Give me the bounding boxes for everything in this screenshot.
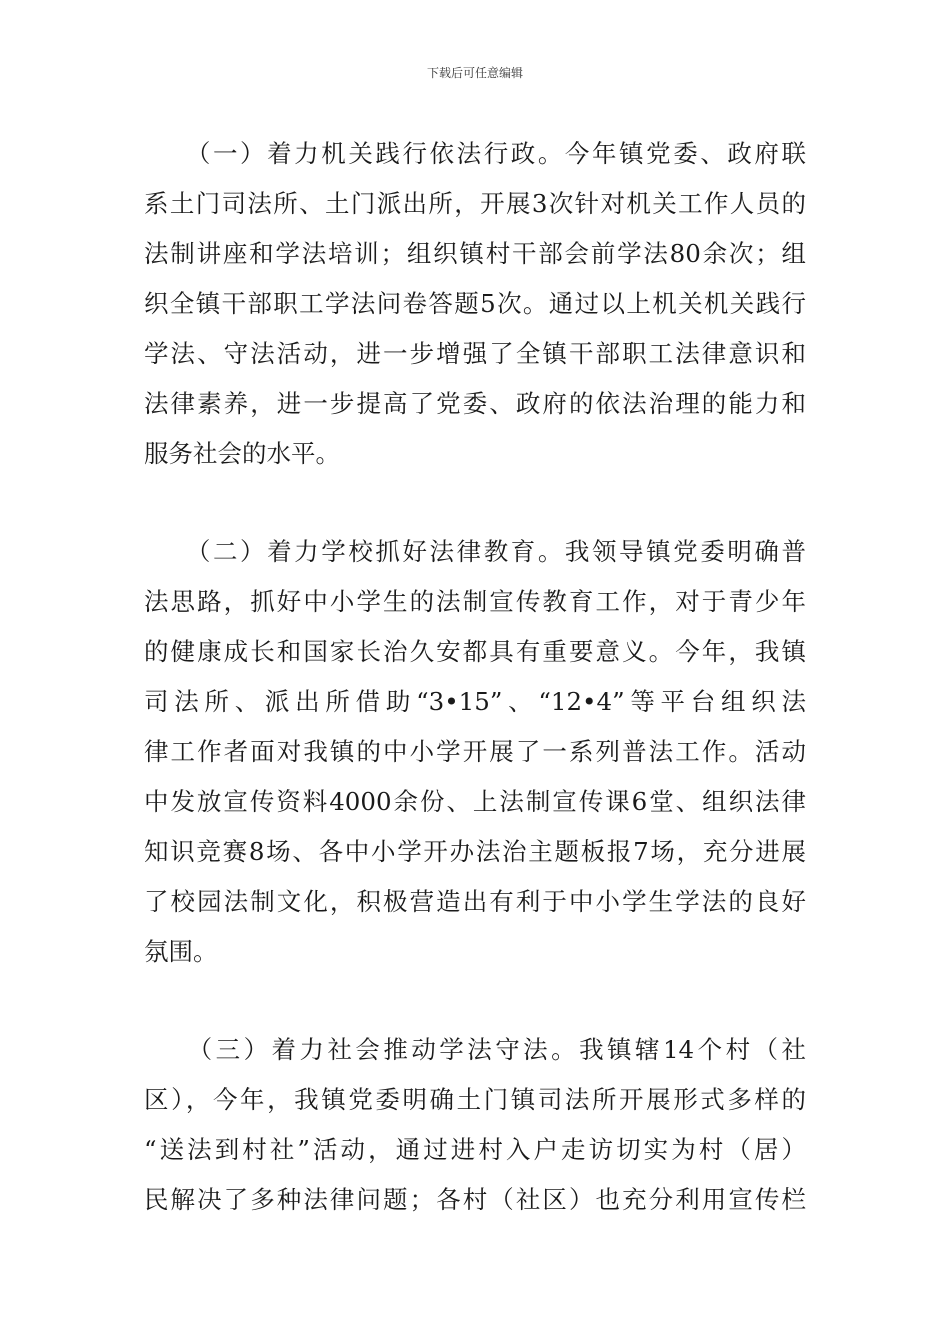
paragraph-line: 服务社会的水平。 bbox=[144, 439, 340, 468]
paragraph-line: 民解决了多种法律问题；各村（社区）也充分利用宣传栏 bbox=[144, 1185, 806, 1214]
paragraph-line: 中发放宣传资料4000余份、上法制宣传课6堂、组织法律 bbox=[144, 787, 806, 816]
paragraph-line: 司法所、派出所借助“3•15”、“12•4”等平台组织法 bbox=[144, 687, 806, 716]
paragraph-line: 系土门司法所、土门派出所，开展3次针对机关工作人员的 bbox=[144, 189, 806, 218]
paragraph-line: （二）着力学校抓好法律教育。我领导镇党委明确普 bbox=[144, 537, 806, 566]
paragraph-line: 的健康成长和国家长治久安都具有重要意义。今年，我镇 bbox=[144, 637, 806, 666]
paragraph-line: 织全镇干部职工学法问卷答题5次。通过以上机关机关践行 bbox=[144, 289, 806, 318]
paragraph-line: （三）着力社会推动学法守法。我镇辖14个村（社 bbox=[144, 1035, 806, 1064]
paragraph-line: 法律素养，进一步提高了党委、政府的依法治理的能力和 bbox=[144, 389, 806, 418]
paragraph-line: 氛围。 bbox=[144, 937, 218, 966]
paragraph-line: （一）着力机关践行依法行政。今年镇党委、政府联 bbox=[144, 139, 806, 168]
paragraph-line: 区），今年，我镇党委明确土门镇司法所开展形式多样的 bbox=[144, 1085, 806, 1114]
paragraph-line: 知识竞赛8场、各中小学开办法治主题板报7场，充分进展 bbox=[144, 837, 806, 866]
paragraph-line: 法制讲座和学法培训；组织镇村干部会前学法80余次；组 bbox=[144, 239, 806, 268]
paragraph-line: 法思路，抓好中小学生的法制宣传教育工作，对于青少年 bbox=[144, 587, 806, 616]
paragraph-line: 律工作者面对我镇的中小学开展了一系列普法工作。活动 bbox=[144, 737, 806, 766]
paragraph-line: 学法、守法活动，进一步增强了全镇干部职工法律意识和 bbox=[144, 339, 806, 368]
paragraph-line: 了校园法制文化，积极营造出有利于中小学生学法的良好 bbox=[144, 887, 806, 916]
paragraph-line: “送法到村社”活动，通过进村入户走访切实为村（居） bbox=[144, 1135, 806, 1164]
page-header-note: 下载后可任意编辑 bbox=[426, 66, 523, 80]
